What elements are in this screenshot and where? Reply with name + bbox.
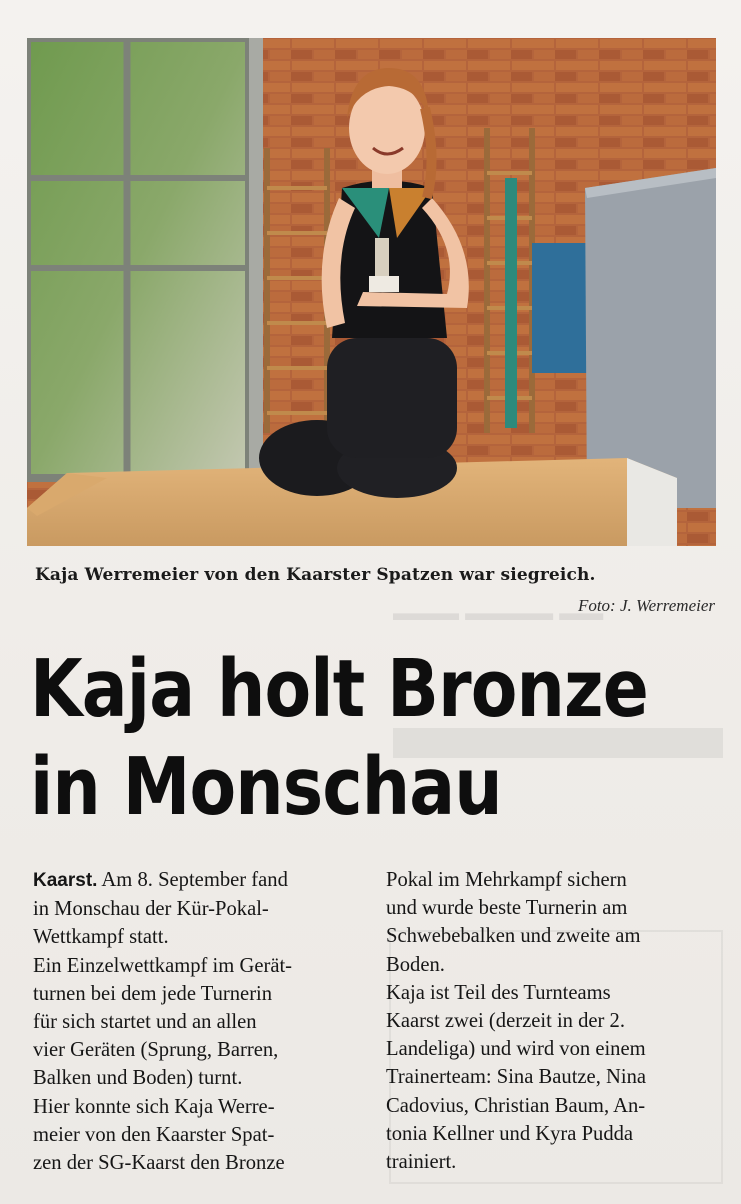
headline: [30, 640, 648, 836]
body-line: Kaarst zwei (derzeit in der 2.: [386, 1010, 626, 1033]
headline-line-1: Kaja holt Bronze: [30, 643, 648, 735]
body-line: Pokal im Mehrkampf sichern: [386, 869, 627, 891]
body-line: und wurde beste Turnerin am: [386, 897, 628, 920]
body-line: trainiert.: [386, 1151, 457, 1174]
photo-caption: Kaja Werremeier von den Kaarster Spatzen war siegreich.: [35, 565, 596, 585]
headline-line-2: in Monschau: [30, 741, 502, 833]
body-line: Ein Einzelwettkampf im Gerät-: [33, 954, 293, 977]
body-line: Balken und Boden) turnt.: [33, 1067, 243, 1090]
body-column-right: [386, 866, 716, 1176]
body-line: tonia Kellner und Kyra Pudda: [386, 1122, 634, 1145]
body-line: [33, 866, 365, 895]
bleed-through-text: ▬▬▬ ▬▬▬▬ ▬▬: [393, 600, 604, 625]
body-line: Trainerteam: Sina Bautze, Nina: [386, 1066, 647, 1089]
body-column-left: [33, 866, 365, 1177]
body-line: Boden.: [386, 953, 445, 976]
photo-illustration: [27, 38, 716, 546]
article-photo: [27, 38, 716, 546]
body-line: meier von den Kaarster Spat-: [33, 1123, 275, 1146]
body-line: turnen bei dem jede Turnerin: [33, 982, 273, 1005]
body-line: Kaja ist Teil des Turnteams: [386, 981, 611, 1004]
body-line: zen der SG-Kaarst den Bronze: [33, 1152, 285, 1175]
photo-credit: Foto: J. Werremeier: [577, 596, 715, 615]
body-line: Wettkampf statt.: [33, 926, 169, 949]
body-line: Schwebebalken und zweite am: [386, 925, 641, 948]
body-line: vier Geräten (Sprung, Barren,: [33, 1039, 279, 1062]
body-line: Hier konnte sich Kaja Werre-: [33, 1095, 275, 1118]
body-line: für sich startet und an allen: [33, 1011, 257, 1034]
body-line: Cadovius, Christian Baum, An-: [386, 1094, 646, 1117]
body-text: Am 8. September fand: [97, 869, 288, 891]
dateline: Kaarst.: [33, 870, 98, 891]
body-line: Landeliga) und wird von einem: [386, 1038, 646, 1061]
body-line: in Monschau der Kür-Pokal-: [33, 898, 269, 921]
